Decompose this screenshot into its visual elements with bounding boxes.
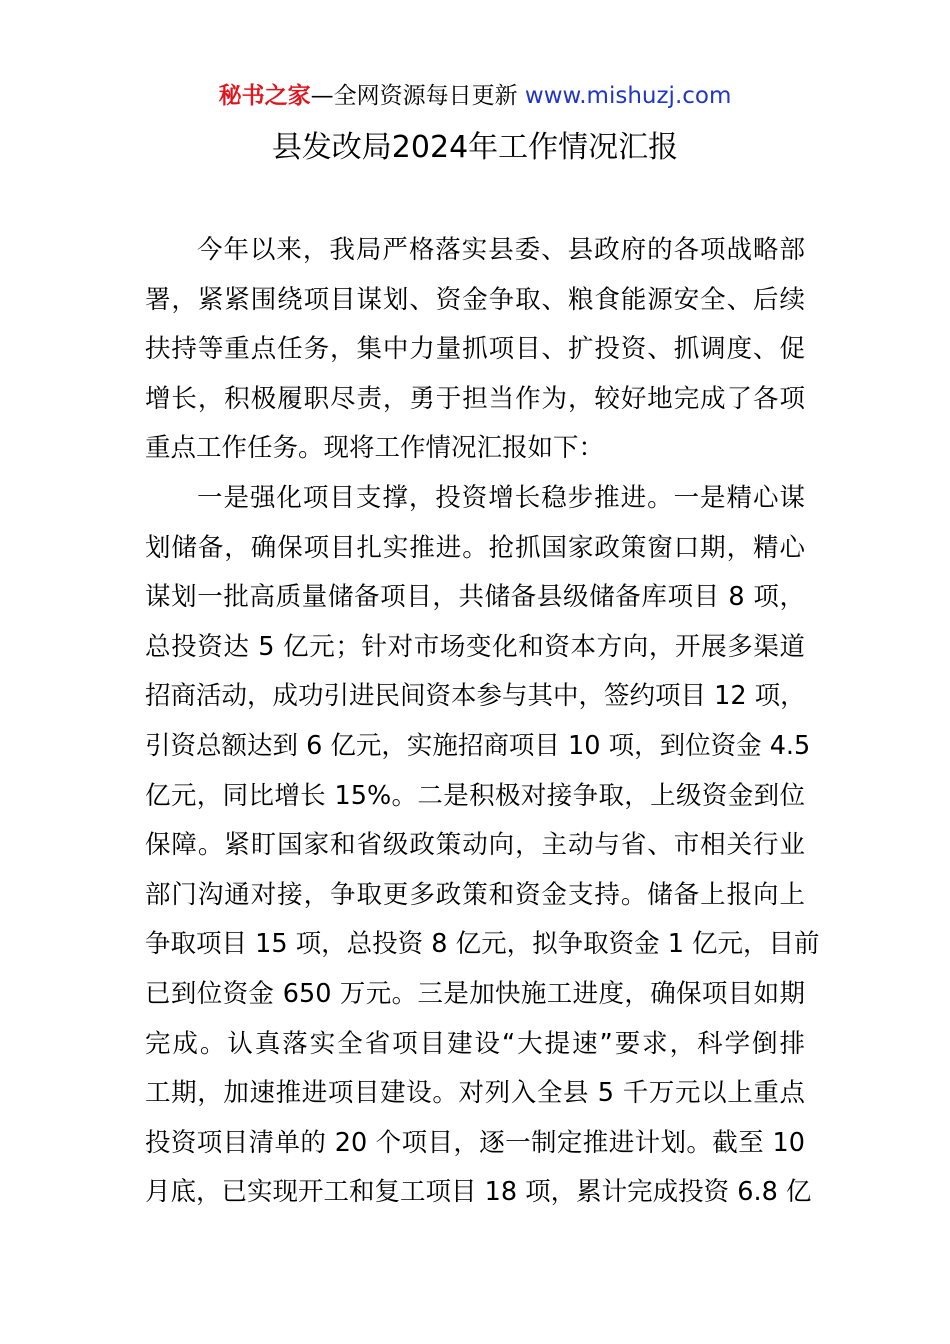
document-body xyxy=(145,226,820,1218)
paragraph-section-one-line: 争取项目 15 项，总投资 8 亿元，拟争取资金 1 亿元，目前 xyxy=(145,929,820,960)
paragraph-section-one-line: 招商活动，成功引进民间资本参与其中，签约项目 12 项， xyxy=(145,681,806,712)
paragraph-section-one-line: 工期，加速推进项目建设。对列入全县 5 千万元以上重点 xyxy=(145,1078,805,1109)
paragraph-section-one-line: 谋划一批高质量储备项目，共储备县级储备库项目 8 项， xyxy=(145,582,805,613)
document-header xyxy=(0,80,950,112)
paragraph-section-one-line: 已到位资金 650 万元。三是加快施工进度，确保项目如期 xyxy=(145,978,805,1009)
paragraph-section-one-line: 划储备，确保项目扎实推进。抢抓国家政策窗口期，精心 xyxy=(145,532,805,563)
paragraph-section-one-line: 投资项目清单的 20 个项目，逐一制定推进计划。截至 10 xyxy=(145,1127,805,1158)
paragraph-intro-line: 增长，积极履职尽责，勇于担当作为，较好地完成了各项 xyxy=(145,383,805,414)
brand-name: 秘书之家 xyxy=(218,83,311,109)
paragraph-section-one-line: 亿元，同比增长 15%。二是积极对接争取，上级资金到位 xyxy=(145,780,805,811)
paragraph-intro-line: 今年以来，我局严格落实县委、县政府的各项战略部 xyxy=(197,235,805,265)
paragraph-section-one-line: 一是强化项目支撑，投资增长稳步推进。一是精心谋 xyxy=(197,482,805,513)
paragraph-section-one-line: 部门沟通对接，争取更多政策和资金支持。储备上报向上 xyxy=(145,879,805,910)
paragraph-intro-line: 署，紧紧围绕项目谋划、资金争取、粮食能源安全、后续 xyxy=(145,284,805,315)
paragraph-section-one-line: 月底，已实现开工和复工项目 18 项，累计完成投资 6.8 亿 xyxy=(145,1177,812,1208)
paragraph-section-one-line: 总投资达 5 亿元；针对市场变化和资本方向，开展多渠道 xyxy=(145,631,805,662)
website-url[interactable]: www.mishuzj.com xyxy=(524,83,732,109)
paragraph-intro-line: 重点工作任务。现将工作情况汇报如下： xyxy=(145,433,605,464)
document-title: 县发改局2024年工作情况汇报 xyxy=(271,130,679,165)
header-tagline: —全网资源每日更新 xyxy=(310,83,525,109)
paragraph-section-one-line: 完成。认真落实全省项目建设“大提速”要求，科学倒排 xyxy=(145,1028,805,1059)
paragraph-section-one-line: 保障。紧盯国家和省级政策动向，主动与省、市相关行业 xyxy=(145,830,805,861)
paragraph-intro-line: 扶持等重点任务，集中力量抓项目、扩投资、抓调度、促 xyxy=(145,334,805,365)
paragraph-section-one-line: 引资总额达到 6 亿元，实施招商项目 10 项，到位资金 4.5 xyxy=(145,730,811,761)
